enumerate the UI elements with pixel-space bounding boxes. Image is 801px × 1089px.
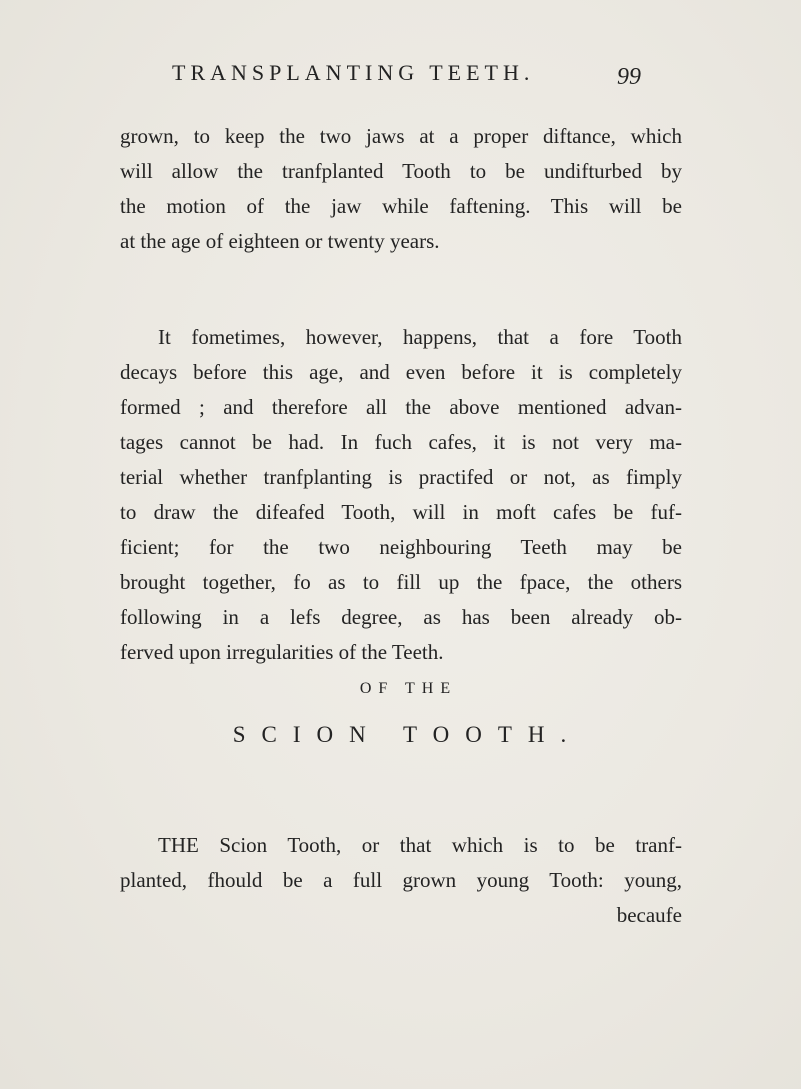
text-line: tages cannot be had. In fuch cafes, it is not very ma- [120,430,682,454]
text-line: brought together, fo as to fill up the fpace, the others [120,570,682,594]
text-line: grown, to keep the two jaws at a proper diftance, which [120,124,682,148]
text-line: ferved upon irregularities of the Teeth. [120,640,444,664]
paragraph-1 [120,119,682,259]
text-line: decays before this age, and even before it is completely [120,360,682,384]
text-line: the motion of the jaw while faftening. This will be [120,194,682,218]
text-line: It fometimes, however, happens, that a fore Tooth [158,325,682,349]
page-number: 99 [617,64,641,90]
text-line: ficient; for the two neighbouring Teeth may be [120,535,682,559]
text-line: to draw the difeafed Tooth, will in moft cafes be fuf- [120,500,682,524]
text-line: planted, fhould be a full grown young Tooth: young, [120,868,682,892]
paragraph-2 [120,320,682,670]
section-heading: SCION TOOTH. [232,722,583,747]
running-title: TRANSPLANTING TEETH. [172,60,535,85]
text-line: at the age of eighteen or twenty years. [120,229,440,253]
section-subheading: OF THE [359,680,458,697]
text-line: formed ; and therefore all the above mentioned advan- [120,395,682,419]
running-head [172,60,652,100]
text-line: terial whether tranfplanting is practifed or not, as fimply [120,465,682,489]
catchword: becaufe [616,903,682,927]
paragraph-3 [120,828,682,933]
text-line: will allow the tranfplanted Tooth to be undifturbed by [120,159,682,183]
text-line: following in a lefs degree, as has been already ob- [120,605,682,629]
text-line: THE Scion Tooth, or that which is to be tranf- [158,833,682,857]
